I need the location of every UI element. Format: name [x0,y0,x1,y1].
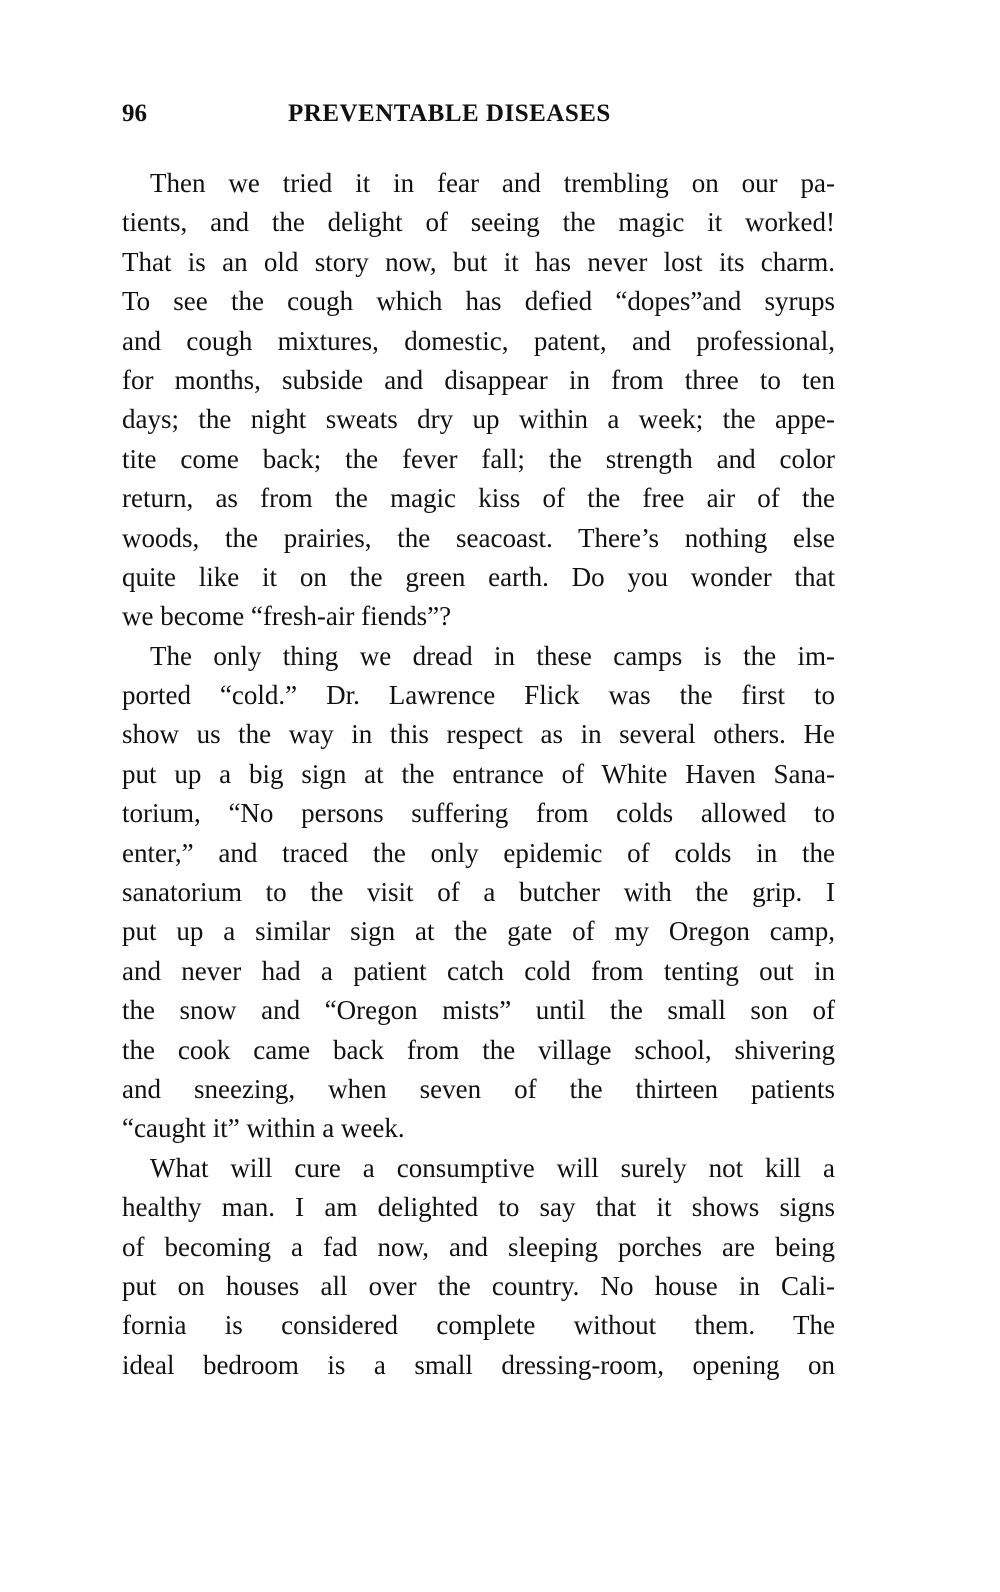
text-line: and sneezing, when seven of the thirteen patients [122,1073,835,1104]
text-line: healthy man. I am delighted to say that it shows signs [122,1192,835,1223]
text-line: The only thing we dread in these camps is the im- [150,640,835,671]
running-header [122,100,835,136]
text-line: we become “fresh-air fiends”? [122,601,452,632]
text-line: days; the night sweats dry up within a week; the appe- [122,404,835,435]
text-line: sanatorium to the visit of a butcher with the grip. I [122,877,835,908]
text-line: To see the cough which has defied “dopes”and syrups [122,286,835,317]
text-line: “caught it” within a week. [122,1113,405,1144]
text-line: fornia is considered complete without them. The [122,1310,835,1341]
running-title: PREVENTABLE DISEASES [288,100,611,127]
page-number: 96 [122,100,147,127]
text-line: the cook came back from the village school, shivering [122,1034,835,1065]
text-line: put on houses all over the country. No house in Cali- [122,1270,835,1301]
text-line: tients, and the delight of seeing the magic it worked! [122,207,835,238]
text-line: and cough mixtures, domestic, patent, and professional, [122,325,835,356]
text-line: woods, the prairies, the seacoast. There’s nothing else [122,522,835,553]
text-line: torium, “No persons suffering from colds allowed to [122,798,835,829]
text-line: ported “cold.” Dr. Lawrence Flick was the first to [122,680,835,711]
text-line: tite come back; the fever fall; the strength and color [122,443,835,474]
text-line: enter,” and traced the only epidemic of colds in the [122,837,835,868]
text-line: quite like it on the green earth. Do you wonder that [122,561,835,592]
text-line: return, as from the magic kiss of the free air of the [122,483,835,514]
text-line: That is an old story now, but it has never lost its charm. [122,246,835,277]
text-line: ideal bedroom is a small dressing-room, opening on [122,1349,835,1380]
text-line: of becoming a fad now, and sleeping porches are being [122,1231,835,1262]
text-line: the snow and “Oregon mists” until the small son of [122,995,835,1026]
text-line: and never had a patient catch cold from tenting out in [122,955,835,986]
text-line: show us the way in this respect as in several others. He [122,719,835,750]
text-line: for months, subside and disappear in from three to ten [122,364,835,395]
text-line: What will cure a consumptive will surely not kill a [150,1152,835,1183]
text-line: put up a big sign at the entrance of White Haven Sana- [122,758,835,789]
text-line: Then we tried it in fear and trembling on our pa- [150,168,835,198]
body-text [122,164,835,1385]
text-line: put up a similar sign at the gate of my Oregon camp, [122,916,835,947]
